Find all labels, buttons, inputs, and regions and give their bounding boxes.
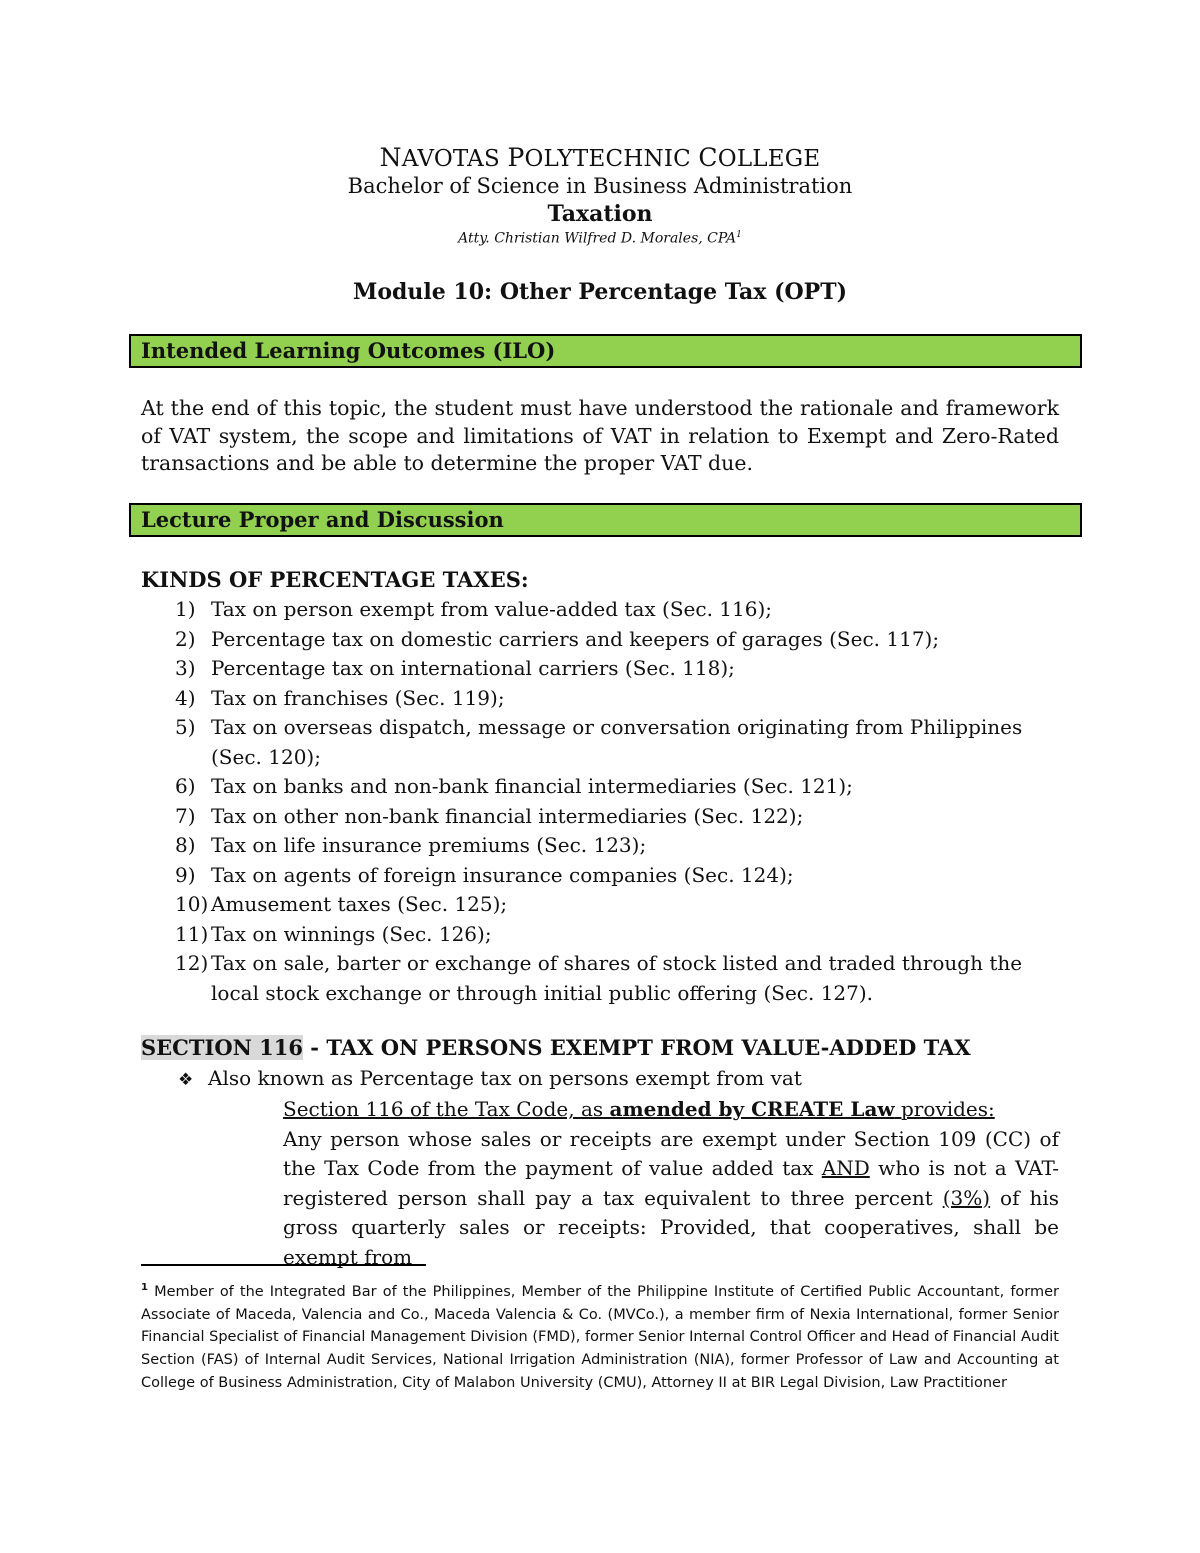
subject-title: Taxation: [547, 201, 653, 227]
footnote-divider: [141, 1264, 426, 1266]
footnote-ref: 1: [736, 230, 742, 240]
quote-title: Section 116 of the Tax Code, as amended by CREATE Law provides:: [283, 1097, 995, 1121]
ilo-paragraph: At the end of this topic, the student must have understood the rationale and framework of VAT system, the scope and limitations of VAT in relation to Exempt and Zero-Rated transactions and be able to determine the proper VAT due.: [141, 396, 1059, 475]
author-name: Atty. Christian Wilfred D. Morales, CPA: [458, 230, 737, 247]
list-item: 8) Tax on life insurance premiums (Sec. 123);: [175, 833, 647, 857]
list-item: 5) Tax on overseas dispatch, message or conversation originating from Philippines (Sec. 120);: [175, 715, 1023, 769]
quote-body: Any person whose sales or receipts are exempt under Section 109 (CC) of the Tax Code from the payment of value added tax AND who is not a VAT-registered person shall pay a tax equivalent to three percent (3%) of his gross quarterly sales or receipts: Provided, that cooperatives, shall be exempt from: [283, 1126, 1059, 1269]
list-item: 9) Tax on agents of foreign insurance companies (Sec. 124);: [175, 862, 794, 887]
section-116-bullet: ❖ Also known as Percentage tax on persons exempt from vat: [178, 1066, 802, 1090]
list-item: 1) Tax on person exempt from value-added tax (Sec. 116);: [175, 597, 772, 621]
institution-name: NAVOTAS POLYTECHNIC COLLEGE: [379, 143, 821, 172]
list-item: 7) Tax on other non-bank financial intermediaries (Sec. 122);: [175, 803, 804, 828]
ilo-heading-bar: Intended Learning Outcomes (ILO): [129, 334, 1082, 368]
section-116-quote: [283, 1095, 1059, 1272]
section-116-heading: [141, 1035, 971, 1060]
section-label: SECTION 116: [141, 1035, 303, 1060]
list-item: 12) Tax on sale, barter or exchange of shares of stock listed and traded through the local stock exchange or through initial public offering (Sec. 127).: [175, 951, 1023, 1005]
footnote-mark: 1: [141, 1282, 148, 1293]
footnote-text: Member of the Integrated Bar of the Philippines, Member of the Philippine Institute of Certified Public Accountant, former Associate of Maceda, Valencia and Co., Maceda Valencia & Co. (MVCo.), a member firm of Nexia International, former Senior Financial Specialist of Financial Management Division (FMD), former Senior Internal Control Officer and Head of Financial Audit Section (FAS) of Internal Audit Services, National Irrigation Administration (NIA), former Professor of Law and Accounting at College of Business Administration, City of Malabon University (CMU), Attorney II at BIR Legal Division, Law Practitioner: [141, 1283, 1060, 1392]
diamond-bullet-icon: ❖: [178, 1070, 194, 1090]
kinds-list: [175, 595, 1065, 1008]
list-item: 4) Tax on franchises (Sec. 119);: [175, 685, 505, 710]
list-item: 2) Percentage tax on domestic carriers and keepers of garages (Sec. 117);: [175, 626, 940, 651]
footnote: [141, 1277, 1059, 1395]
lecture-heading-bar: Lecture Proper and Discussion: [129, 503, 1082, 537]
kinds-title: KINDS OF PERCENTAGE TAXES:: [141, 567, 529, 592]
module-title: Module 10: Other Percentage Tax (OPT): [353, 279, 847, 305]
list-item: 6) Tax on banks and non-bank financial intermediaries (Sec. 121);: [175, 774, 853, 798]
program-name: Bachelor of Science in Business Administration: [347, 174, 853, 198]
list-item: 3) Percentage tax on international carriers (Sec. 118);: [175, 656, 735, 680]
author-line: [0, 230, 1200, 247]
section-title: - TAX ON PERSONS EXEMPT FROM VALUE-ADDED TAX: [302, 1035, 971, 1060]
list-item: 10) Amusement taxes (Sec. 125);: [175, 892, 508, 916]
list-item: 11) Tax on winnings (Sec. 126);: [175, 921, 492, 946]
